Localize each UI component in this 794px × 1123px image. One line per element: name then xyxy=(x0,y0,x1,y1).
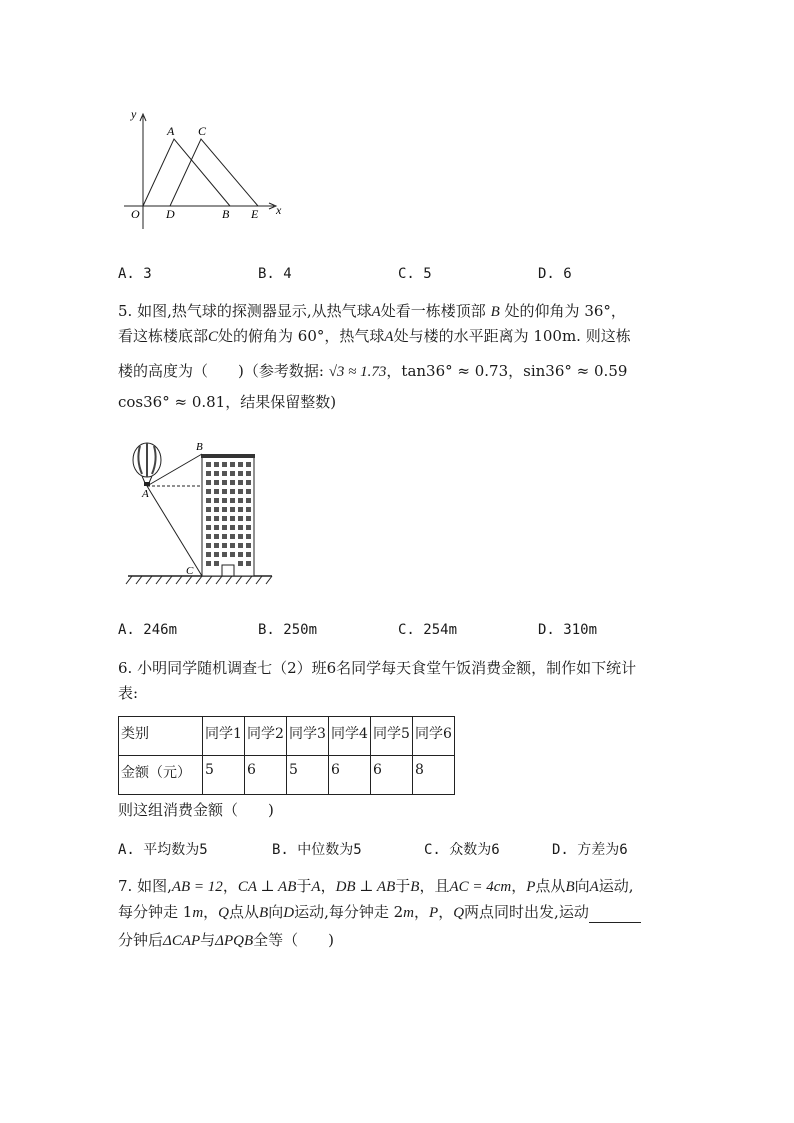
q5-line-1: 5. 如图,热气球的探测器显示,从热气球A处看一栋楼顶部 B 处的仰角为 36°， xyxy=(118,302,626,320)
q6-option-c: C. 众数为6 xyxy=(424,842,500,858)
q5-option-d: D. 310m xyxy=(538,622,598,638)
stats-table xyxy=(118,716,455,795)
table-cell: 6 xyxy=(245,756,287,795)
label-A: A xyxy=(167,124,175,138)
table-cell: 同学2 xyxy=(245,717,287,756)
balloon-basket xyxy=(144,482,150,486)
table-cell: 同学1 xyxy=(203,717,245,756)
fig-label-B: B xyxy=(196,441,203,453)
q6-after-table: 则这组消费金额（ ) xyxy=(118,801,274,819)
q7-line-3: 分钟后ΔCAP与ΔPQB全等（ ) xyxy=(118,931,334,949)
q5-option-a: A. 246m xyxy=(118,622,178,638)
q6-line-2: 表: xyxy=(118,684,139,702)
q5-line-2: 看这栋楼底部C处的俯角为 60°，热气球A处与楼的水平距离为 100m. 则这栋 xyxy=(118,327,631,345)
building-door xyxy=(222,565,234,576)
line-DCE xyxy=(170,139,258,206)
answer-blank[interactable] xyxy=(589,908,641,923)
sqrt-ref: √3 ≈ 1.73 xyxy=(328,364,387,380)
q4-option-b: B. 4 xyxy=(258,266,292,282)
table-header-row xyxy=(119,717,455,756)
q6-line-1: 6. 小明同学随机调查七（2）班6名同学每天食堂午饭消费金额，制作如下统计 xyxy=(118,659,637,677)
balloon-building-figure xyxy=(122,436,282,592)
q7-line-2: 每分钟走 1m，Q点从B向D运动,每分钟走 2m，P，Q两点同时出发,运动 xyxy=(118,902,641,923)
label-D: D xyxy=(166,207,175,221)
q6-option-d: D. 方差为6 xyxy=(552,842,628,858)
table-cell: 类别 xyxy=(119,717,203,756)
table-cell: 5 xyxy=(287,756,329,795)
q6-option-a: A. 平均数为5 xyxy=(118,842,208,858)
fig-label-A: A xyxy=(142,488,149,500)
label-O: O xyxy=(131,207,140,221)
table-cell: 6 xyxy=(329,756,371,795)
q5-option-b: B. 250m xyxy=(258,622,318,638)
table-cell: 金额（元） xyxy=(119,756,203,795)
q4-option-c: C. 5 xyxy=(398,266,432,282)
table-cell: 6 xyxy=(371,756,413,795)
line-OAB xyxy=(143,139,230,206)
table-cell: 同学3 xyxy=(287,717,329,756)
building-roof xyxy=(201,454,255,458)
line-AC xyxy=(147,486,202,576)
label-x: x xyxy=(276,203,282,217)
q5-option-c: C. 254m xyxy=(398,622,458,638)
q5-line-3: 楼的高度为（ )（参考数据: √3 ≈ 1.73，tan36° ≈ 0.73，sin36° ≈ 0.59 xyxy=(118,362,628,380)
table-cell: 8 xyxy=(413,756,455,795)
label-E: E xyxy=(251,207,259,221)
q4-option-d: D. 6 xyxy=(538,266,572,282)
q7-line-1: 7. 如图,AB = 12，CA ⊥ AB于A，DB ⊥ AB于B，且AC = 4cm，P点从B向A运动, xyxy=(118,877,634,895)
table-cell: 同学4 xyxy=(329,717,371,756)
q5-line-4: cos36° ≈ 0.81，结果保留整数) xyxy=(118,393,337,411)
q6-option-b: B. 中位数为5 xyxy=(272,842,362,858)
label-B: B xyxy=(222,207,230,221)
table-row xyxy=(119,756,455,795)
q4-option-a: A. 3 xyxy=(118,266,152,282)
label-C: C xyxy=(198,124,207,138)
coordinate-graph xyxy=(112,104,292,234)
fig-label-C: C xyxy=(186,565,194,577)
table-cell: 同学6 xyxy=(413,717,455,756)
table-cell: 5 xyxy=(203,756,245,795)
ground-hatching xyxy=(126,576,272,584)
label-y: y xyxy=(131,107,137,121)
table-cell: 同学5 xyxy=(371,717,413,756)
